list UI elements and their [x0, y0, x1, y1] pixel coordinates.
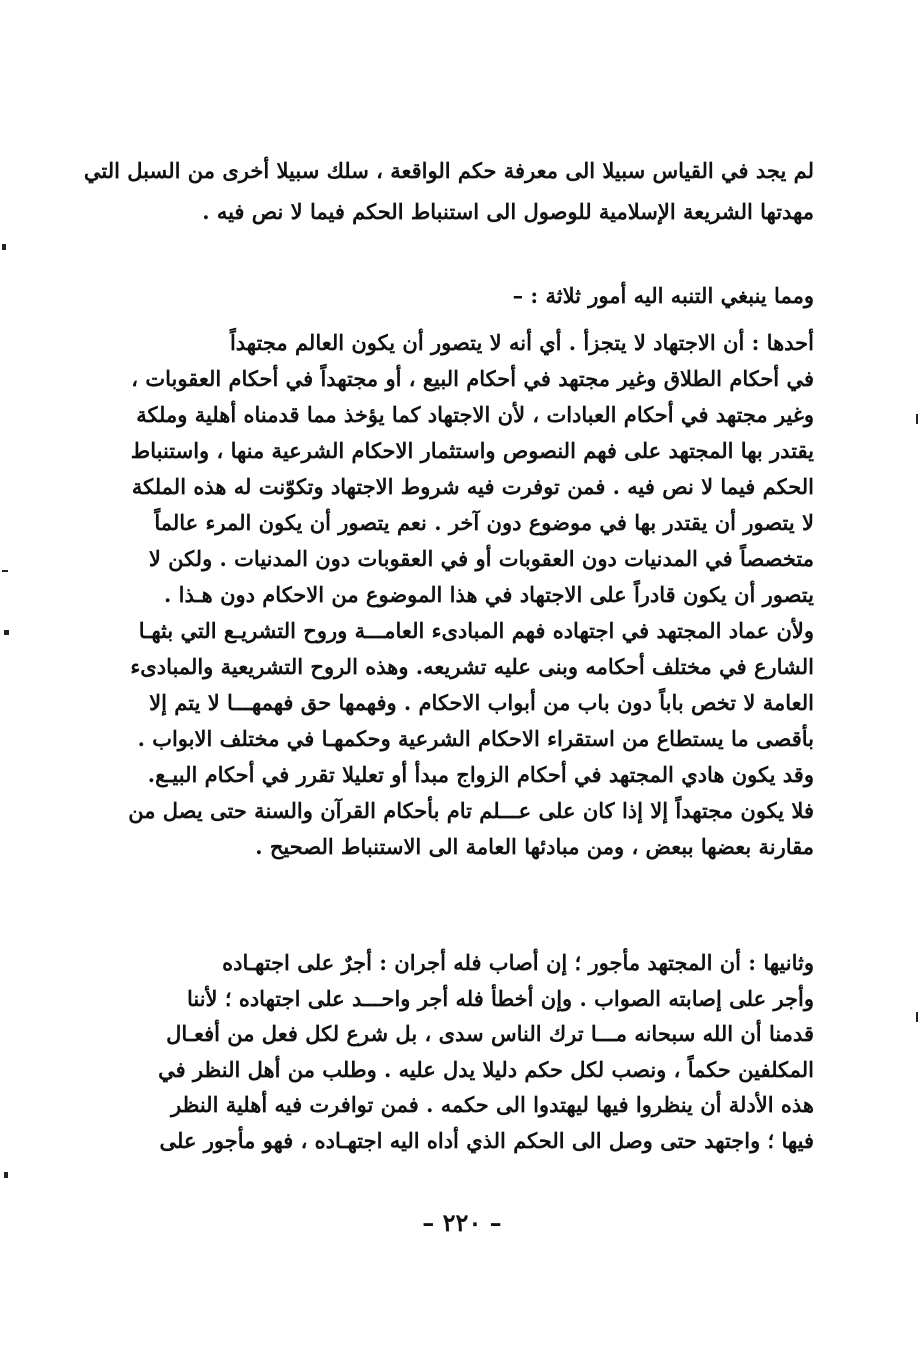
margin-mark: [2, 570, 8, 572]
text-line: وأجر على إصابته الصواب . وإن أخطأ فله أجر واحـــد على اجتهاده ؛ لأننا: [186, 985, 814, 1011]
text-line: العامة لا تخص باباً دون باب من أبواب الاحكام . وفهمها حق فهمهـــا لا يتم إلا: [149, 690, 814, 715]
margin-mark: [916, 1012, 918, 1022]
text-line: أحدها : أن الاجتهاد لا يتجزأ . أي أنه لا يتصور أن يكون العالم مجتهداً: [229, 330, 814, 355]
text-line: هذه الأدلة أن ينظروا فيها ليهتدوا الى حكمه . فمن توافرت فيه أهلية النظر: [171, 1092, 814, 1117]
margin-mark: [2, 244, 6, 250]
text-line: فلا يكون مجتهداً إلا إذا كان على عـــلم تام بأحكام القرآن والسنة حتى يصل من: [128, 798, 814, 823]
text-line: لم يجد في القياس سبيلا الى معرفة حكم الواقعة ، سلك سبيلا أخرى من السبل التي: [83, 158, 814, 183]
text-line: يتصور أن يكون قادراً على الاجتهاد في هذا الموضوع من الاحكام دون هـذا .: [164, 582, 814, 607]
text-line: فيها ؛ واجتهد حتى وصل الى الحكم الذي أداه اليه اجتهـاده ، فهو مأجور على: [159, 1127, 814, 1153]
paragraph-second-matter: [124, 945, 814, 1158]
text-line: وغير مجتهد في أحكام العبادات ، لأن الاجتهاد كما يؤخذ مما قدمناه أهلية وملكة: [136, 402, 814, 427]
text-line: مهدتها الشريعة الإسلامية للوصول الى استنباط الحكم فيما لا نص فيه .: [202, 199, 814, 224]
text-line: ولأن عماد المجتهد في اجتهاده فهم المبادىء العامـــة وروح التشريـع التي بثهـا: [138, 618, 814, 643]
margin-mark: [4, 630, 9, 635]
text-line: لا يتصور أن يقتدر بها في موضوع دون آخر . نعم يتصور أن يكون المرء عالماً: [154, 510, 814, 535]
text-line: المكلفين حكماً ، ونصب لكل حكم دليلا يدل عليه . وطلب من أهل النظر في: [158, 1056, 814, 1082]
text-line: مقارنة بعضها ببعض ، ومن مبادئها العامة الى الاستنباط الصحيح .: [255, 834, 814, 859]
text-line: وقد يكون هادي المجتهد في أحكام الزواج مبدأ أو تعليلا تقرر في أحكام البيـع.: [147, 762, 814, 787]
text-line: الحكم فيما لا نص فيه . فمن توفرت فيه شروط الاجتهاد وتكوّنت له هذه الملكة: [131, 474, 814, 499]
page-number: – ٢٢٠ –: [422, 1208, 502, 1237]
text-line: ومما ينبغي التنبه اليه أمور ثلاثة : –: [512, 283, 814, 308]
margin-mark: [916, 414, 918, 424]
text-line: وثانيها : أن المجتهد مأجور ؛ إن أصاب فله أجران : أجرٌ على اجتهـاده: [222, 950, 814, 975]
text-line: بأقصى ما يستطاع من استقراء الاحكام الشرعية وحكمهـا في مختلف الابواب .: [137, 726, 814, 751]
text-line: في أحكام الطلاق وغير مجتهد في أحكام البيع ، أو مجتهداً في أحكام العقوبات ،: [131, 366, 814, 391]
text-line: يقتدر بها المجتهد على فهم النصوص واستثمار الاحكام الشرعية منها ، واستنباط: [130, 438, 814, 463]
paragraph-first-matter: [124, 325, 814, 865]
text-line: قدمنا أن الله سبحانه مـــا ترك الناس سدى ، بل شرع لكل فعل من أفعـال: [166, 1021, 814, 1046]
paragraph-three-matters: [124, 275, 814, 316]
paragraph-intro: [83, 150, 814, 232]
text-line: متخصصاً في المدنيات دون العقوبات أو في العقوبات دون المدنيات . ولكن لا: [148, 546, 814, 571]
margin-mark: [4, 1172, 8, 1178]
text-line: الشارع في مختلف أحكامه وبنى عليه تشريعه. وهذه الروح التشريعية والمبادىء: [130, 654, 814, 679]
